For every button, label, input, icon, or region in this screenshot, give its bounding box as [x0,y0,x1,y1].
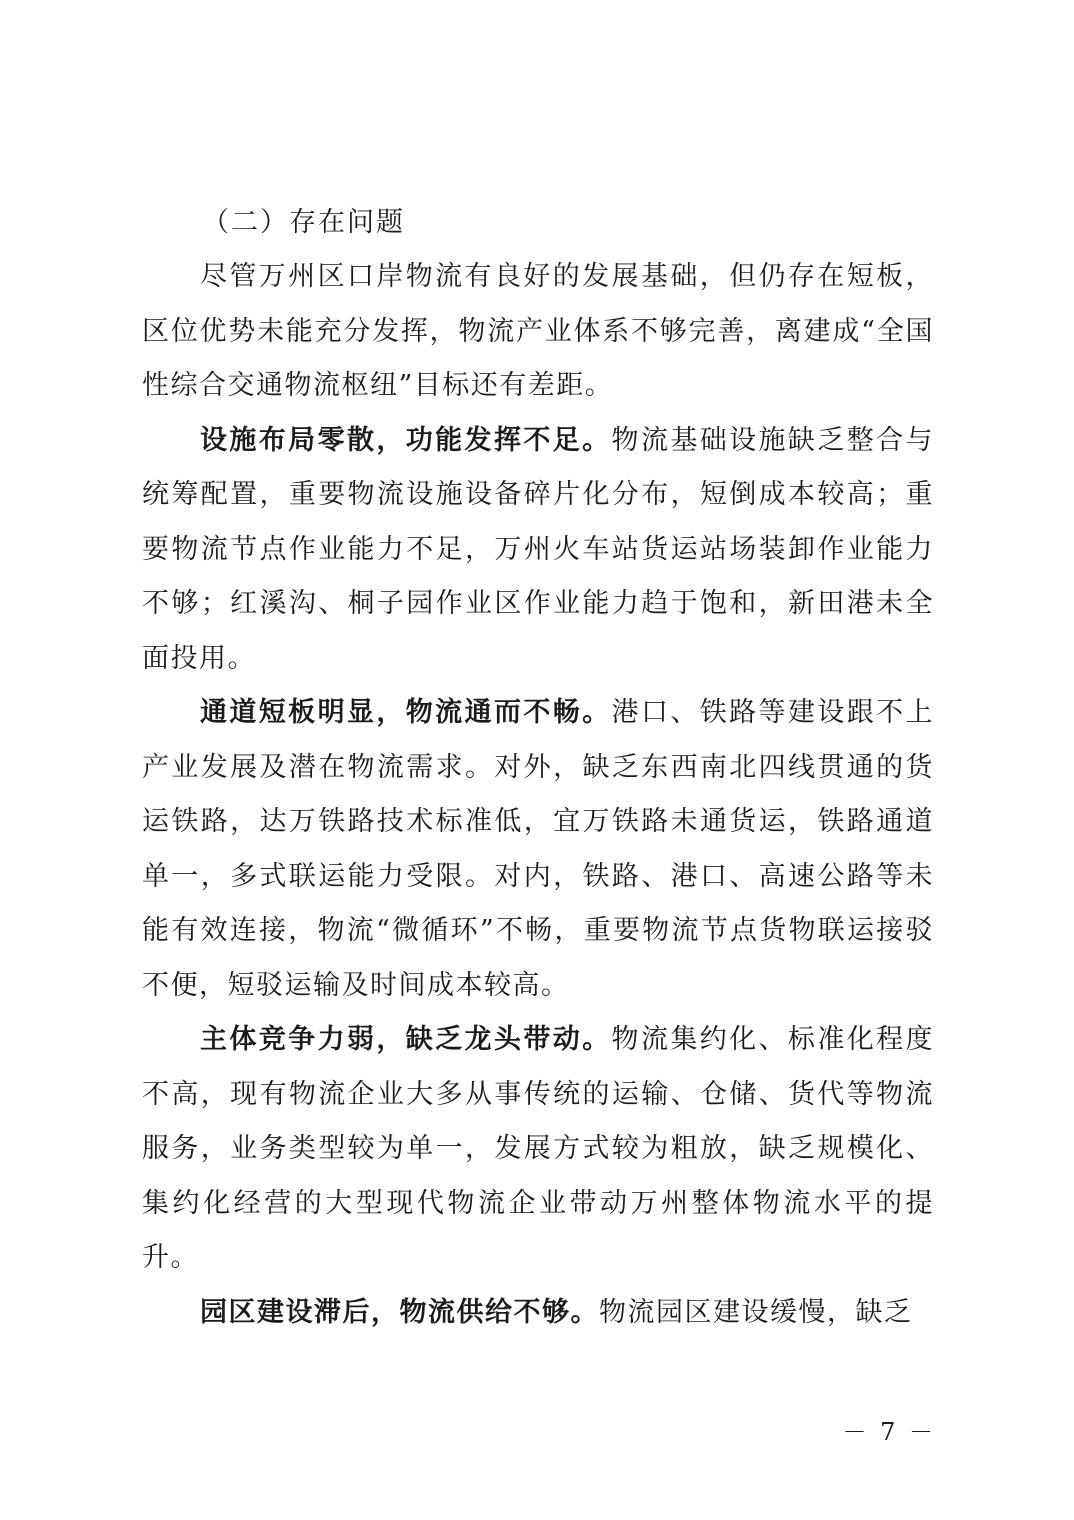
section-heading: （二）存在问题 [202,207,405,238]
paragraph-intro [142,250,934,414]
paragraph-text: 物流基础设施缺乏整合与统筹配置，重要物流设施设备碎片化分布，短倒成本较高；重要物流节点作业能力不足，万州火车站货运站场装卸作业能力不够；红溪沟、桐子园作业区作业能力趋于饱和，新田港未全面投用。 [142,424,935,674]
paragraph-lead: 主体竞争力弱，缺乏龙头带动。 [200,1024,612,1055]
paragraph-facilities [142,414,934,687]
paragraph-parks [142,1286,934,1341]
paragraph-competitiveness [142,1013,934,1286]
paragraph-channels [142,686,934,1013]
paragraph-lead: 园区建设滞后，物流供给不够。 [200,1296,599,1328]
page-number: － 7 － [842,1418,936,1446]
paragraph-lead: 设施布局零散，功能发挥不足。 [200,424,612,456]
paragraph-text: 尽管万州区口岸物流有良好的发展基础，但仍存在短板，区位优势未能充分发挥，物流产业体系不够完善，离建成“全国性综合交通物流枢纽”目标还有差距。 [142,261,934,401]
paragraph-text: 物流集约化、标准化程度不高，现有物流企业大多从事传统的运输、仓储、货代等物流服务，业务类型较为单一，发展方式较为粗放，缺乏规模化、集约化经营的大型现代物流企业带动万州整体物流水平的提升。 [142,1024,935,1273]
document-page [142,196,934,1340]
paragraph-lead: 通道短板明显，物流通而不畅。 [200,697,612,728]
paragraph-text: 物流园区建设缓慢，缺乏 [599,1296,913,1328]
paragraph-text: 港口、铁路等建设跟不上产业发展及潜在物流需求。对外，缺乏东西南北四线贯通的货运铁路，达万铁路技术标准低，宜万铁路未通货运，铁路通道单一，多式联运能力受限。对内，铁路、港口、高速公路等未能有效连接，物流“微循环”不畅，重要物流节点货物联运接驳不便，短驳运输及时间成本较高。 [142,697,935,1001]
